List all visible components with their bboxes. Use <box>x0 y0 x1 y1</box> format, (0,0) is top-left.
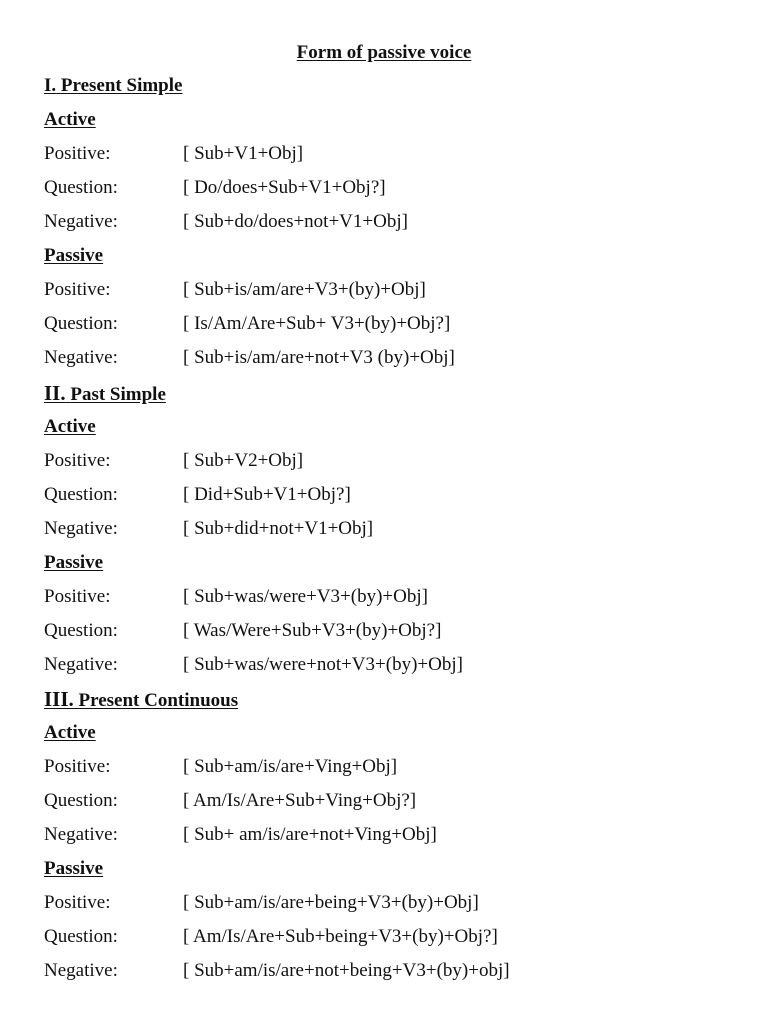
row-label: Question: <box>44 313 118 334</box>
row-formula: [ Sub+am/is/are+being+V3+(by)+Obj] <box>183 892 479 913</box>
list-item <box>44 648 463 682</box>
list-item <box>44 171 455 205</box>
section-heading <box>44 682 510 716</box>
list-item <box>44 954 510 988</box>
list-item <box>44 478 463 512</box>
row-formula: [ Sub+V1+Obj] <box>183 143 304 164</box>
row-label: Question: <box>44 926 118 947</box>
list-item <box>44 307 455 341</box>
row-formula: [ Sub+is/am/are+not+V3 (by)+Obj] <box>183 347 455 368</box>
row-formula: [ Sub+V2+Obj] <box>183 450 304 471</box>
row-formula: [ Am/Is/Are+Sub+Ving+Obj?] <box>183 790 417 811</box>
list-item <box>44 886 510 920</box>
row-label: Positive: <box>44 279 111 300</box>
section-title: Present Continuous <box>78 690 239 711</box>
active-heading: Active <box>44 722 96 743</box>
section-heading <box>44 376 463 410</box>
section-present-simple <box>44 69 455 375</box>
row-formula: [ Sub+am/is/are+not+being+V3+(by)+obj] <box>183 960 510 981</box>
row-formula: [ Sub+do/does+not+V1+Obj] <box>183 211 408 232</box>
row-label: Positive: <box>44 586 111 607</box>
list-item <box>44 341 455 375</box>
row-label: Question: <box>44 790 118 811</box>
section-present-continuous <box>44 682 510 988</box>
section-heading <box>44 69 455 103</box>
passive-heading: Passive <box>44 245 104 266</box>
section-title: Past Simple <box>70 384 166 405</box>
row-label: Negative: <box>44 518 118 539</box>
row-label: Negative: <box>44 824 118 845</box>
row-label: Positive: <box>44 143 111 164</box>
active-heading: Active <box>44 109 96 130</box>
active-heading: Active <box>44 416 96 437</box>
row-label: Question: <box>44 620 118 641</box>
section-title: Present Simple <box>60 75 183 96</box>
list-item <box>44 920 510 954</box>
row-formula: [ Do/does+Sub+V1+Obj?] <box>183 177 386 198</box>
passive-heading: Passive <box>44 552 104 573</box>
list-item <box>44 512 463 546</box>
list-item <box>44 273 455 307</box>
row-formula: [ Sub+am/is/are+Ving+Obj] <box>183 756 398 777</box>
row-formula: [ Sub+did+not+V1+Obj] <box>183 518 374 539</box>
row-label: Question: <box>44 177 118 198</box>
list-item <box>44 818 510 852</box>
row-formula: [ Sub+is/am/are+V3+(by)+Obj] <box>183 279 426 300</box>
list-item <box>44 205 455 239</box>
list-item <box>44 750 510 784</box>
row-formula: [ Sub+was/were+V3+(by)+Obj] <box>183 586 428 607</box>
list-item <box>44 614 463 648</box>
list-item <box>44 137 455 171</box>
row-formula: [ Did+Sub+V1+Obj?] <box>183 484 351 505</box>
list-item <box>44 580 463 614</box>
row-formula: [ Is/Am/Are+Sub+ V3+(by)+Obj?] <box>183 313 451 334</box>
list-item <box>44 784 510 818</box>
row-label: Negative: <box>44 960 118 981</box>
row-formula: [ Was/Were+Sub+V3+(by)+Obj?] <box>183 620 442 641</box>
row-formula: [ Sub+was/were+not+V3+(by)+Obj] <box>183 654 463 675</box>
section-past-simple <box>44 376 463 682</box>
list-item <box>44 444 463 478</box>
row-formula: [ Sub+ am/is/are+not+Ving+Obj] <box>183 824 437 845</box>
page-title: Form of passive voice <box>296 42 472 63</box>
passive-heading: Passive <box>44 858 104 879</box>
row-label: Question: <box>44 484 118 505</box>
row-formula: [ Am/Is/Are+Sub+being+V3+(by)+Obj?] <box>183 926 498 947</box>
row-label: Positive: <box>44 756 111 777</box>
row-label: Negative: <box>44 211 118 232</box>
section-number: I. <box>44 75 57 96</box>
row-label: Negative: <box>44 347 118 368</box>
section-number: II. <box>44 381 66 405</box>
row-label: Positive: <box>44 892 111 913</box>
row-label: Positive: <box>44 450 111 471</box>
row-label: Negative: <box>44 654 118 675</box>
section-number: III. <box>44 687 74 711</box>
